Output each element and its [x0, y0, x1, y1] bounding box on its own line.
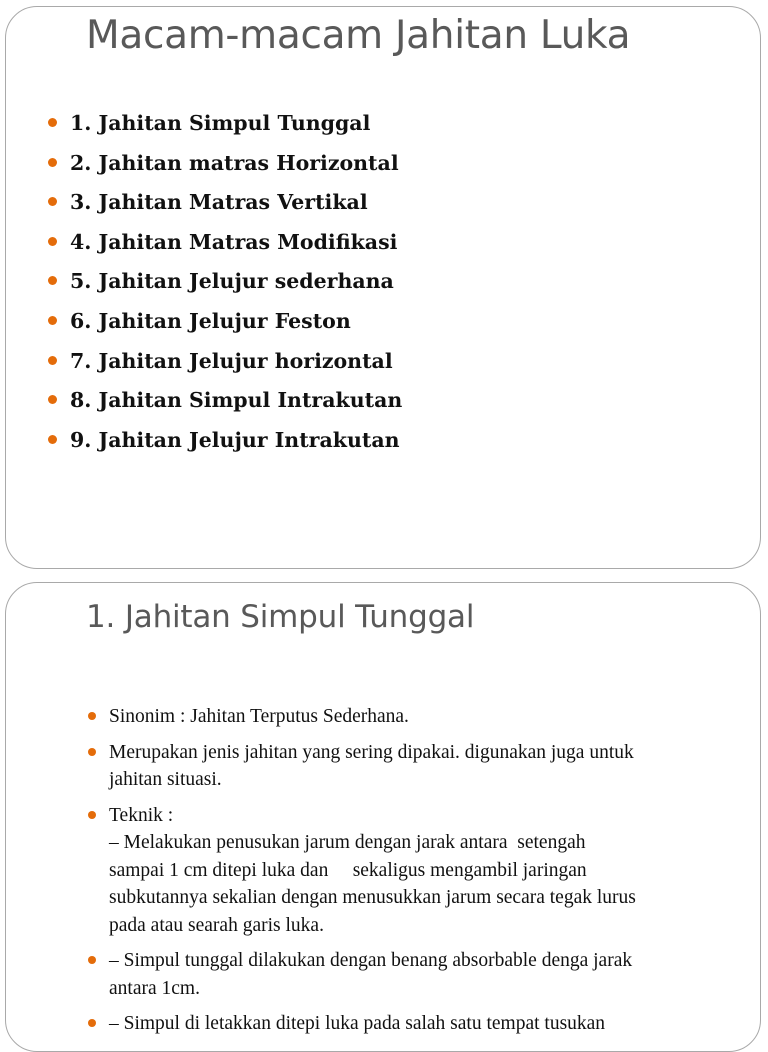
text-line: sampai 1 cm ditepi luka dan sekaligus mengambil jaringan: [109, 859, 587, 881]
text-line: jahitan situasi.: [109, 769, 222, 790]
list-item: [48, 147, 748, 187]
list-item-text: 5. Jahitan Jelujur sederhana: [70, 269, 394, 294]
bullet-icon: [88, 712, 96, 720]
text-line: Sinonim : Jahitan Terputus Sederhana.: [109, 706, 409, 727]
list-item: [48, 265, 748, 305]
bullet-icon: [48, 435, 57, 444]
text-line: Teknik :: [109, 804, 174, 826]
bullet-icon: [48, 276, 57, 285]
bullet-icon: [48, 395, 57, 404]
text-line: Merupakan jenis jahitan yang sering dipakai. digunakan juga untuk: [109, 741, 634, 763]
slide-2: [5, 582, 761, 1052]
list-item-text: 1. Jahitan Simpul Tunggal: [70, 111, 371, 135]
list-item: [88, 947, 748, 1002]
technique-list: [88, 703, 748, 1046]
list-item-text: 8. Jahitan Simpul Intrakutan: [70, 388, 403, 413]
text-line: – Simpul di letakkan ditepi luka pada salah satu tempat tusukan: [109, 1013, 606, 1034]
bullet-icon: [48, 316, 57, 325]
list-item: [48, 107, 748, 147]
list-item-text: 4. Jahitan Matras Modifikasi: [70, 229, 398, 254]
list-item-text: 9. Jahitan Jelujur Intrakutan: [70, 427, 400, 452]
list-item-text: 6. Jahitan Jelujur Feston: [70, 308, 351, 333]
slide-title: Macam-macam Jahitan Luka: [86, 13, 631, 58]
bullet-icon: [88, 956, 96, 964]
text-line: – Melakukan penusukan jarum dengan jarak antara setengah: [109, 832, 586, 853]
slide-1: [5, 6, 761, 569]
list-item: [48, 305, 748, 345]
bullet-icon: [88, 748, 96, 756]
bullet-icon: [48, 158, 57, 167]
bullet-icon: [48, 197, 57, 206]
list-item: [88, 739, 748, 794]
list-item: [48, 186, 748, 226]
text-line: subkutannya sekalian dengan menusukkan jarum secara tegak lurus: [109, 887, 636, 908]
text-line: pada atau searah garis luka.: [109, 914, 324, 936]
list-item-text: 7. Jahitan Jelujur horizontal: [70, 348, 393, 373]
bullet-icon: [88, 1019, 96, 1027]
list-item: [48, 226, 748, 266]
text-line: – Simpul tunggal dilakukan dengan benang absorbable denga jarak: [109, 950, 633, 971]
list-item-text: 2. Jahitan matras Horizontal: [70, 150, 399, 175]
suture-types-list: [48, 107, 748, 463]
list-item: [88, 802, 748, 940]
list-item-text: 3. Jahitan Matras Vertikal: [70, 190, 368, 215]
text-line: antara 1cm.: [109, 977, 200, 999]
bullet-icon: [88, 811, 96, 819]
list-item: [48, 424, 748, 464]
bullet-icon: [48, 118, 57, 127]
list-item: [48, 345, 748, 385]
list-item: [88, 703, 748, 731]
slide-title: 1. Jahitan Simpul Tunggal: [86, 599, 475, 635]
bullet-icon: [48, 356, 57, 365]
list-item: [48, 384, 748, 424]
bullet-icon: [48, 237, 57, 246]
